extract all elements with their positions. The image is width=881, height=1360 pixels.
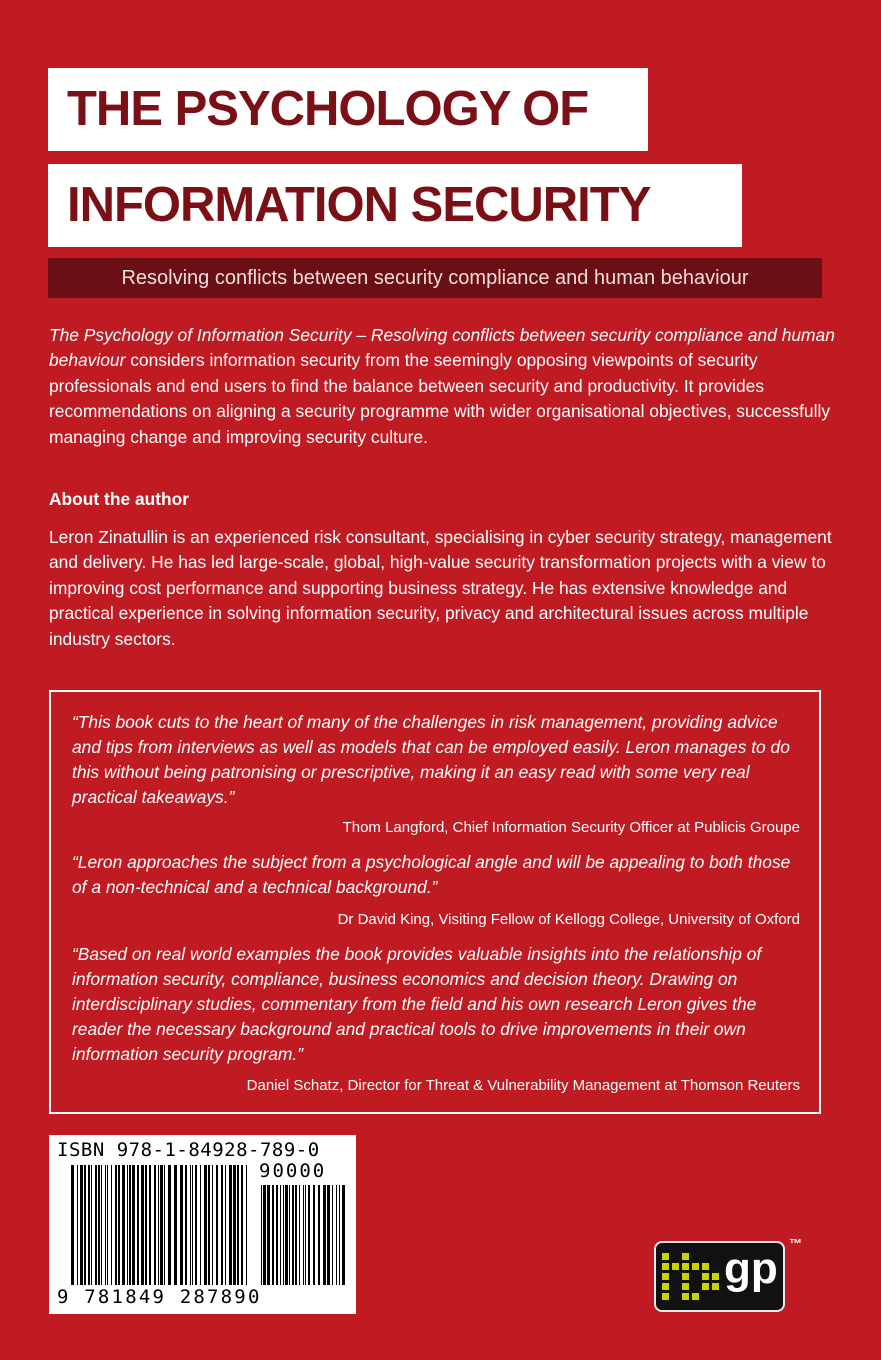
barcode-bar (111, 1165, 112, 1285)
barcode-bar (216, 1165, 218, 1285)
intro-paragraph (49, 323, 839, 450)
barcode-bar (200, 1165, 201, 1285)
barcode-bar (313, 1185, 315, 1285)
barcode-bar (185, 1165, 187, 1285)
intro-body: considers information security from the seemingly opposing viewpoints of security professionals and end users to find the balance between security and productivity. It provides recommendations on aligning a security programme with wider organisational objectives, successfully managing change and improving security culture. (49, 350, 831, 447)
barcode-bar (303, 1185, 304, 1285)
barcode-bar (101, 1165, 102, 1285)
title-line-1 (48, 68, 648, 151)
barcode-bar (283, 1185, 284, 1285)
barcode-bar (154, 1165, 156, 1285)
trademark-symbol: ™ (789, 1236, 802, 1251)
barcode-bar (229, 1165, 232, 1285)
endorsement-quote-2: “Leron approaches the subject from a psychological angle and will be appealing to both those of a non-technical and a technical background.” (72, 852, 791, 897)
barcode-bar (332, 1185, 333, 1285)
barcode-bar (208, 1165, 210, 1285)
about-author-heading: About the author (49, 489, 190, 509)
barcode-bar (158, 1165, 159, 1285)
barcode-bar (289, 1185, 290, 1285)
barcode-bar (246, 1165, 247, 1285)
barcode-bar (305, 1185, 306, 1285)
endorsement-quote-3: “Based on real world examples the book provides valuable insights into the relationship of information security, compliance, business economics and decision theory. Drawing on interdisciplinary studies, commentary from the field and his own research Leron gives the reader the necessary background and practical tools to drive improvements in their own information security program.” (72, 944, 762, 1064)
title-line-2-text: INFORMATION SECURITY (67, 178, 651, 232)
endorsement-attribution-1: Thom Langford, Chief Information Security Officer at Publicis Groupe (342, 819, 800, 836)
barcode-bar (180, 1165, 183, 1285)
barcode-bar (105, 1165, 106, 1285)
barcode-bar (132, 1165, 135, 1285)
barcode-bar (276, 1185, 278, 1285)
barcode-bar (118, 1165, 120, 1285)
barcode-bar (77, 1165, 78, 1285)
itgp-logo-text: gp (724, 1244, 778, 1293)
itgp-logo (654, 1241, 785, 1312)
barcode-bar (122, 1165, 125, 1285)
barcode-bar (127, 1165, 128, 1285)
barcode-bar (336, 1185, 337, 1285)
subtitle-text: Resolving conflicts between security compliance and human behaviour (121, 266, 749, 289)
barcode-bar (327, 1185, 330, 1285)
isbn-barcode (49, 1135, 356, 1314)
barcode-bar (129, 1165, 131, 1285)
endorsement-attribution-2: Dr David King, Visiting Fellow of Kellogg College, University of Oxford (337, 911, 800, 928)
barcode-bar (285, 1185, 288, 1285)
itgp-logo-it-mark (656, 1243, 726, 1312)
barcode-bar (225, 1165, 226, 1285)
barcode-bar (71, 1165, 74, 1285)
barcode-bar (308, 1185, 310, 1285)
barcode-bar (95, 1165, 97, 1285)
barcode-bar (261, 1185, 262, 1285)
barcode-bar (204, 1165, 207, 1285)
subtitle-bar (48, 258, 822, 298)
endorsements-box (49, 690, 821, 1114)
intro-italic-title: The Psychology of Information Security – Resolving conflicts between security compliance and human behaviour (49, 325, 835, 371)
barcode-bar (107, 1165, 108, 1285)
barcode-bar (221, 1165, 223, 1285)
barcode-bar (272, 1185, 274, 1285)
title-line-1-text: THE PSYCHOLOGY OF (67, 82, 589, 136)
endorsement-quote-1: “This book cuts to the heart of many of the challenges in risk management, providing advice and tips from interviews as well as models that can be employed easily. Leron manages to do this without being patronising or prescriptive, making it an easy read with some very real practical takeaways.” (72, 712, 790, 807)
barcode-bar (115, 1165, 117, 1285)
barcode-bar (299, 1185, 300, 1285)
barcode-bar (292, 1185, 294, 1285)
barcode-bar (91, 1165, 92, 1285)
barcode-bar (88, 1165, 90, 1285)
barcode-bar (339, 1185, 340, 1285)
barcode-bar (267, 1185, 270, 1285)
isbn-label: ISBN 978-1-84928-789-0 (57, 1139, 320, 1161)
about-author-text: Leron Zinatullin is an experienced risk consultant, specialising in cyber security strategy, management and delivery. He has led large-scale, global, high-value security transformation projects with a view to improving cost performance and supporting business strategy. He has extensive knowledge and practical experience in solving information security, privacy and architectural issues across multiple industry sectors. (49, 527, 832, 649)
barcode-bar (145, 1165, 147, 1285)
barcode-bar (295, 1185, 297, 1285)
barcode-bar (233, 1165, 236, 1285)
barcode-bar (168, 1165, 171, 1285)
barcode-bar (241, 1165, 243, 1285)
barcode-bar (164, 1165, 165, 1285)
barcode-bar (192, 1165, 193, 1285)
barcode-bar (149, 1165, 151, 1285)
ean-digits: 9 781849 287890 (57, 1286, 262, 1308)
barcode-bar (80, 1165, 83, 1285)
barcode-bar (318, 1185, 320, 1285)
price-code: 90000 (259, 1160, 327, 1182)
barcode-bar (237, 1165, 239, 1285)
barcode-bar (263, 1185, 266, 1285)
title-line-2 (48, 164, 742, 247)
barcode-bar (190, 1165, 191, 1285)
barcode-bar (342, 1185, 345, 1285)
barcode-bar (84, 1165, 86, 1285)
barcode-bar (195, 1165, 197, 1285)
barcode-bar (323, 1185, 326, 1285)
endorsement-attribution-3: Daniel Schatz, Director for Threat & Vulnerability Management at Thomson Reuters (246, 1077, 800, 1094)
barcode-bar (160, 1165, 163, 1285)
barcode-bar (174, 1165, 177, 1285)
barcode-bar (280, 1185, 281, 1285)
barcode-bar (141, 1165, 144, 1285)
barcode-bar (212, 1165, 213, 1285)
barcode-bar (98, 1165, 100, 1285)
barcode-bar (137, 1165, 139, 1285)
